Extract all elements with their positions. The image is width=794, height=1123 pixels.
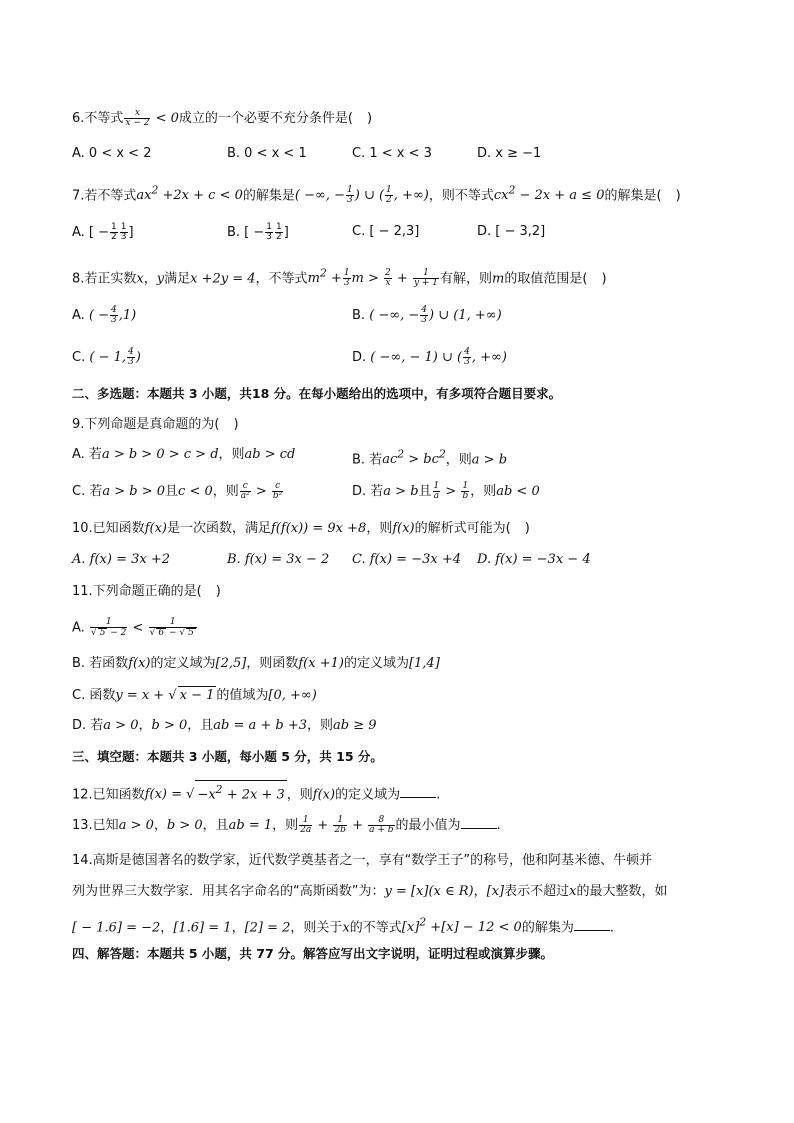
q8-option-b: B. ( −∞, − $\frac{4}{3}$ ) ∪ (1, +∞): [352, 305, 502, 325]
answer-blank: [461, 816, 497, 829]
section-2-heading: 二、多选题：本题共 3 小题，共18 分。在每小题给出的选项中，有多项符合题目要求。: [72, 386, 562, 401]
q14-line-2: 列为世界三大数学家．用其名字命名的“高斯函数”为：y = [x](x ∈ R)，[x]表示不超过x的最大整数，如: [72, 884, 668, 899]
q10-option-d: D. f(x) = −3x − 4: [477, 552, 591, 567]
q9-option-d: D. 若a > b且 $\frac{1}{a}$ > $\frac{1}{b}$ ，则ab < 0: [352, 481, 540, 501]
q10-option-b: B. f(x) = 3x − 2: [227, 552, 330, 567]
q6-stem: 6.不等式 $\frac{x}{x - 2}$ < 0成立的一个必要不充分条件是( ): [72, 108, 373, 128]
q9-option-b: B. 若$ac^2 > bc^2$，则a > b: [352, 448, 508, 468]
q8-option-a: A. ( − $\frac{4}{3}$ ,1): [72, 305, 137, 325]
q7-option-b: B. [ − $\frac{1}{3}$ $\frac{1}{2}$ ]: [227, 222, 289, 242]
q9-stem: 9.下列命题是真命题的为( ): [72, 417, 239, 432]
q6-option-c: C. 1 < x < 3: [352, 146, 432, 161]
answer-blank: [574, 918, 610, 931]
answer-blank: [400, 785, 436, 798]
q13-stem: 13.已知a > 0，b > 0，且ab = 1，则 $\frac{1}{2a}$ + $\frac{1}{2b}$ + $\frac{8}{a + b}$ 的最小值为 .: [72, 815, 501, 835]
q11-option-b: B. 若函数f(x)的定义域为[2,5]，则函数f(x +1)的定义域为[1,4]: [72, 656, 440, 671]
q8-option-d: D. ( −∞, − 1) ∪ ( $\frac{4}{3}$ , +∞): [352, 347, 507, 367]
q7-option-c: C. [ − 2,3]: [352, 224, 420, 239]
q6-option-d: D. x ≥ −1: [477, 146, 542, 161]
section-4-heading: 四、解答题：本题共 5 小题，共 77 分。解答应写出文字说明，证明过程或演算步骤。: [72, 946, 554, 961]
q6-option-a: A. 0 < x < 2: [72, 146, 152, 161]
q10-option-c: C. f(x) = −3x +4: [352, 552, 461, 567]
q12-stem: 12.已知函数f(x) = √ $-x^2 + 2x + 3$ ，则f(x)的定义域为 .: [72, 780, 440, 804]
q7-option-a: A. [ − $\frac{1}{2}$ $\frac{1}{3}$ ]: [72, 222, 134, 242]
q11-option-c: C. 函数y = x + √ x − 1 的值域为[0, +∞): [72, 688, 317, 703]
q7-stem: 7.若不等式$ax^2 +2x + c < 0$的解集是( −∞, − $\frac{1}{3}$ ) ∪ ( $\frac{1}{2}$ , +∞)，则不等式$cx^2 - 2x + a \le 0$的解集是( ): [72, 184, 681, 206]
q6-option-b: B. 0 < x < 1: [227, 146, 307, 161]
q11-option-a: A. $\frac{1}{√ 5 - 2}$ < $\frac{1}{√ 6 - √ 5}$: [72, 618, 198, 638]
q11-option-d: D. 若a > 0，b > 0，且ab = a + b +3，则ab ≥ 9: [72, 718, 377, 733]
q14-line-1: 14.高斯是德国著名的数学家，近代数学奠基者之一，享有“数学王子”的称号，他和阿基米德、牛顿并: [72, 853, 653, 868]
q9-option-c: C. 若a > b > 0且c < 0，则 $\frac{c}{\text{a²}}$ > $\frac{c}{\text{b²}}$: [72, 481, 283, 501]
q11-stem: 11.下列命题正确的是( ): [72, 584, 221, 599]
q8-option-c: C. ( − 1, $\frac{4}{3}$ ): [72, 347, 141, 367]
q7-option-d: D. [ − 3,2]: [477, 224, 546, 239]
q14-line-3: [ − 1.6] = −2，[1.6] = 1，[2] = 2，则关于x的不等式$[x]^2 +[x] - 12 < 0$的解集为 .: [72, 916, 614, 936]
fraction: $\frac{x}{x - 2}$: [125, 108, 150, 128]
q9-option-a: A. 若a > b > 0 > c > d，则ab > cd: [72, 447, 296, 462]
section-3-heading: 三、填空题：本题共 3 小题，每小题 5 分，共 15 分。: [72, 749, 383, 764]
q10-stem: 10.已知函数f(x)是一次函数，满足f(f(x)) = 9x +8，则f(x)的解析式可能为( ): [72, 521, 530, 536]
q8-stem: 8.若正实数x，y满足x +2y = 4，不等式$m^2$ + $\frac{1}{3}$ m > $\frac{2}{x}$ + $\frac{1}{y + 1}$ 有解，则m的取值范围是( ): [72, 267, 607, 289]
q10-option-a: A. f(x) = 3x +2: [72, 552, 170, 567]
